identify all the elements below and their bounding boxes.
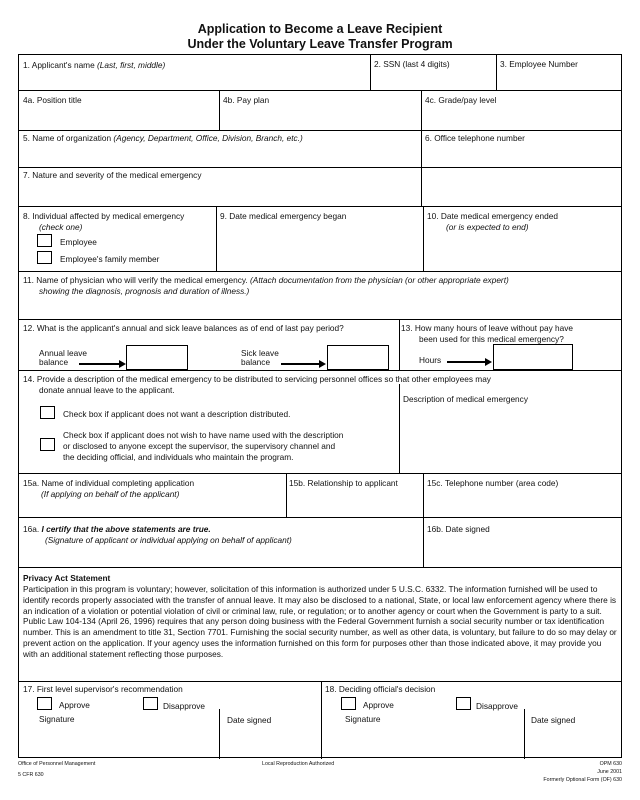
family-member-option-label: Employee's family member — [60, 254, 160, 264]
form-title: Application to Become a Leave Recipient — [197, 22, 443, 36]
sick-leave-balance-input[interactable] — [327, 345, 389, 370]
certify-hint: (Signature of applicant or individual applying on behalf of applicant) — [45, 535, 292, 545]
lwop-hours-input[interactable] — [493, 344, 573, 370]
description-label: Description of medical emergency — [403, 394, 528, 404]
applicant-name-label: 1. Applicant's name (Last, first, middle) — [23, 60, 166, 70]
date-signed-label: 16b. Date signed — [427, 524, 490, 534]
completer-name-label: 15a. Name of individual completing application — [23, 478, 195, 488]
employee-checkbox[interactable] — [37, 234, 52, 247]
supervisor-date-label: Date signed — [227, 715, 272, 725]
no-name-checkbox[interactable] — [40, 438, 55, 451]
supervisor-disapprove-checkbox[interactable] — [143, 697, 158, 710]
application-form — [18, 54, 622, 758]
hours-arrow-icon — [447, 361, 485, 363]
privacy-text: Participation in this program is voluntary; however, solicitation of this information is authorized under 5 U.S.C. 6332. The information furnished will be used to identify records properly associated with the transfer of annual leave. It may also be disclosed to a national, State, or local law enforcement agency where there is an indication of a violation or potential violation of civil or criminal law, rule, or regulation; or to another agency or court when the Government is party to a suit. Public Law 104-134 (April 26, 1996) requires that any person doing business with the Federal Government furnish a social security number or tax identification number. This is an amendment to title 31, Section 7701. Furnishing the social security number, as well as other data, is voluntary, but failure to do so may delay or prevent action on the application. If your agency uses the information furnished on this form for purposes other than those indicated above, it may provide you with an additional statement reflecting those purposes. — [23, 584, 617, 659]
deciding-official-label: 18. Deciding official's decision — [325, 684, 436, 694]
footer-date: June 2001 — [597, 769, 622, 775]
annual-leave-label-2: balance — [39, 357, 69, 367]
annual-leave-label: Annual leave — [39, 348, 87, 358]
annual-leave-arrow-icon — [79, 363, 119, 365]
footer-form: OPM 630 — [599, 761, 622, 767]
form-subtitle: Under the Voluntary Leave Transfer Program — [187, 37, 453, 51]
sick-leave-arrow-icon — [281, 363, 319, 365]
medical-emergency-nature-label: 7. Nature and severity of the medical emergency — [23, 170, 202, 180]
office-phone-label: 6. Office telephone number — [425, 133, 525, 143]
emergency-began-label: 9. Date medical emergency began — [220, 211, 347, 221]
footer-cfr: 5 CFR 630 — [18, 772, 44, 778]
employee-number-label: 3. Employee Number — [500, 59, 578, 69]
official-date-label: Date signed — [531, 715, 576, 725]
official-disapprove-label: Disapprove — [476, 701, 518, 711]
supervisor-disapprove-label: Disapprove — [163, 701, 205, 711]
no-name-label-3: the deciding official, and individuals who maintain the program. — [63, 452, 294, 462]
official-approve-checkbox[interactable] — [341, 697, 356, 710]
lwop-hours-label-2: been used for this medical emergency? — [419, 334, 564, 344]
relationship-label: 15b. Relationship to applicant — [289, 478, 398, 488]
footer-local: Local Reproduction Authorized — [262, 761, 335, 767]
telephone-label: 15c. Telephone number (area code) — [427, 478, 559, 488]
position-title-label: 4a. Position title — [23, 95, 82, 105]
leave-balances-label: 12. What is the applicant's annual and sick leave balances as of end of last pay period? — [23, 323, 344, 333]
completer-name-hint: (If applying on behalf of the applicant) — [41, 489, 180, 499]
no-name-label: Check box if applicant does not wish to have name used with the description — [63, 430, 344, 440]
sick-leave-label: Sick leave — [241, 348, 279, 358]
check-one-hint: (check one) — [39, 222, 83, 232]
no-description-label: Check box if applicant does not want a description distributed. — [63, 409, 291, 419]
official-approve-label: Approve — [363, 700, 394, 710]
grade-label: 4c. Grade/pay level — [425, 95, 497, 105]
family-member-checkbox[interactable] — [37, 251, 52, 264]
no-description-checkbox[interactable] — [40, 406, 55, 419]
emergency-ended-label: 10. Date medical emergency ended — [427, 211, 558, 221]
description-instruction-2: donate annual leave to the applicant. — [39, 385, 175, 395]
individual-affected-label: 8. Individual affected by medical emergency — [23, 211, 185, 221]
footer-agency: Office of Personnel Management — [18, 761, 96, 767]
supervisor-recommendation-label: 17. First level supervisor's recommendation — [23, 684, 183, 694]
physician-hint: showing the diagnosis, prognosis and duration of illness.) — [39, 286, 250, 296]
supervisor-approve-label: Approve — [59, 700, 90, 710]
no-name-label-2: or disclosed to anyone except the supervisor, the supervisory channel and — [63, 441, 336, 451]
physician-label: 11. Name of physician who will verify the medical emergency. (Attach documentation from the physician (or other appropriate expert) — [23, 275, 509, 285]
employee-option-label: Employee — [60, 237, 97, 247]
hours-label: Hours — [419, 355, 442, 365]
supervisor-approve-checkbox[interactable] — [37, 697, 52, 710]
pay-plan-label: 4b. Pay plan — [223, 95, 270, 105]
official-signature-label: Signature — [345, 714, 381, 724]
privacy-title: Privacy Act Statement — [23, 573, 111, 583]
lwop-hours-label: 13. How many hours of leave without pay have — [401, 323, 574, 333]
footer-formerly: Formerly Optional Form (OF) 630 — [543, 777, 622, 783]
description-instruction: 14. Provide a description of the medical emergency to be distributed to servicing personnel offices so that other employees may — [23, 374, 491, 384]
sick-leave-label-2: balance — [241, 357, 271, 367]
certify-label: 16a. I certify that the above statements are true. — [23, 524, 211, 534]
emergency-ended-hint: (or is expected to end) — [446, 222, 529, 232]
supervisor-signature-label: Signature — [39, 714, 75, 724]
ssn-label: 2. SSN (last 4 digits) — [374, 59, 450, 69]
annual-leave-balance-input[interactable] — [126, 345, 188, 370]
official-disapprove-checkbox[interactable] — [456, 697, 471, 710]
organization-label: 5. Name of organization (Agency, Department, Office, Division, Branch, etc.) — [23, 133, 303, 143]
